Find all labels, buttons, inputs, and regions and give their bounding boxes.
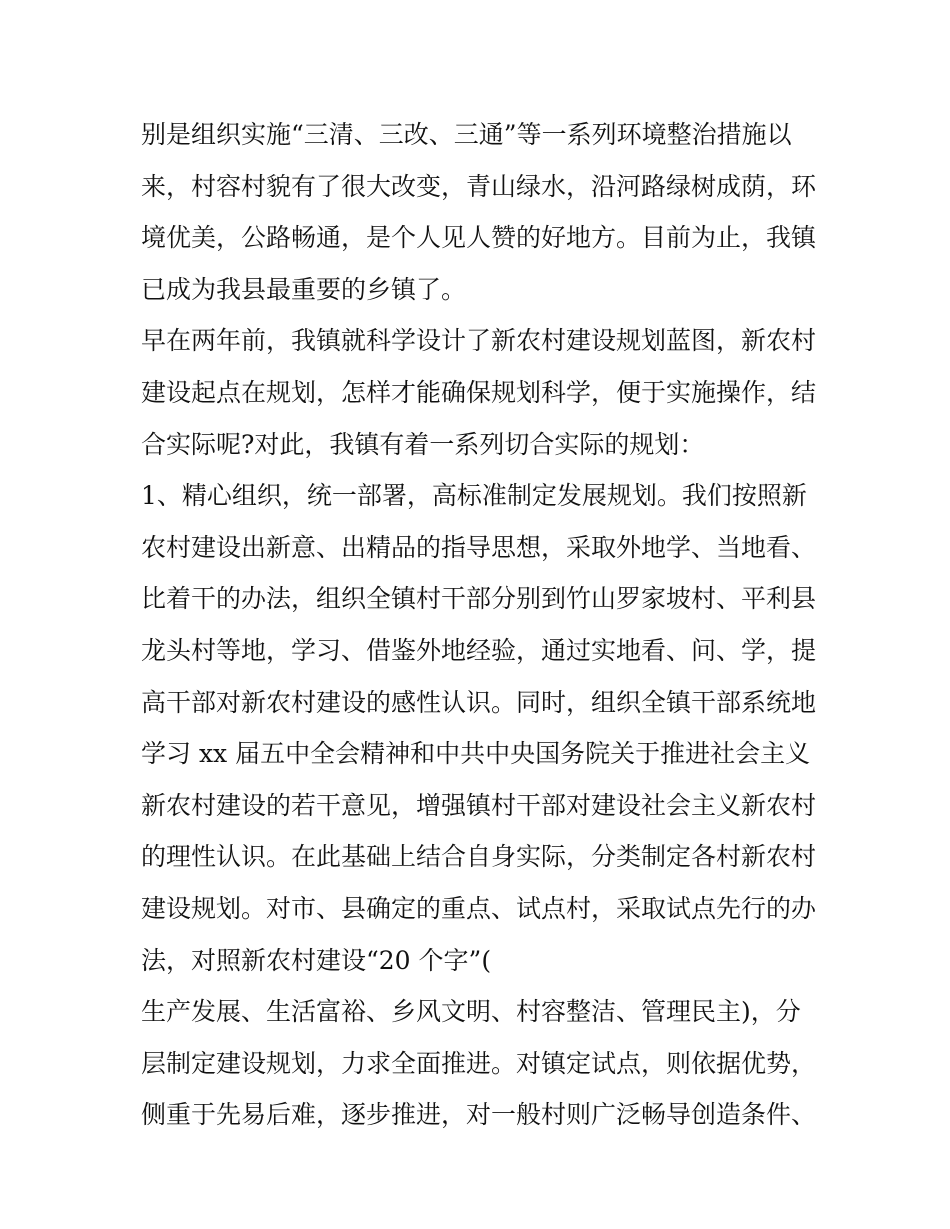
text-line-19: 层制定建设规划，力求全面推进。对镇定试点，则依据优势，	[141, 1048, 817, 1078]
text-line-11: 龙头村等地，学习、借鉴外地经验，通过实地看、问、学，提	[141, 635, 817, 665]
text-line-16: 建设规划。对市、县确定的重点、试点村，采取试点先行的办	[141, 893, 817, 923]
text-line-18: 生产发展、生活富裕、乡风文明、村容整洁、管理民主)，分	[141, 997, 801, 1027]
text-line-14: 新农村建设的若干意见，增强镇村干部对建设社会主义新农村	[141, 790, 817, 820]
text-line-6: 建设起点在规划，怎样才能确保规划科学，便于实施操作，结	[141, 377, 817, 407]
text-line-20: 侧重于先易后难，逐步推进，对一般村则广泛畅导创造条件、	[141, 1100, 817, 1130]
text-line-5: 早在两年前，我镇就科学设计了新农村建设规划蓝图，新农村	[141, 326, 817, 356]
text-line-3: 境优美，公路畅通，是个人见人赞的好地方。目前为止，我镇	[141, 223, 817, 253]
text-line-9: 农村建设出新意、出精品的指导思想，采取外地学、当地看、	[141, 532, 817, 562]
text-line-1: 别是组织实施“三清、三改、三通”等一系列环境整治措施以	[141, 120, 792, 149]
text-line-12: 高干部对新农村建设的感性认识。同时，组织全镇干部系统地	[141, 687, 817, 717]
text-line-8: 1、精心组织，统一部署，高标准制定发展规划。我们按照新	[141, 481, 807, 511]
text-line-17: 法，对照新农村建设“20 个字”(	[141, 945, 492, 975]
text-line-10: 比着干的办法，组织全镇村干部分别到竹山罗家坡村、平利县	[141, 584, 817, 614]
text-line-4: 已成为我县最重要的乡镇了。	[141, 274, 467, 304]
text-line-2: 来，村容村貌有了很大改变，青山绿水，沿河路绿树成荫，环	[141, 171, 817, 201]
text-line-7: 合实际呢?对此，我镇有着一系列切合实际的规划：	[141, 429, 705, 459]
document-body	[141, 109, 821, 1141]
text-line-13: 学习 xx 届五中全会精神和中共中央国务院关于推进社会主义	[141, 739, 811, 769]
text-line-15: 的理性认识。在此基础上结合自身实际，分类制定各村新农村	[141, 842, 817, 872]
